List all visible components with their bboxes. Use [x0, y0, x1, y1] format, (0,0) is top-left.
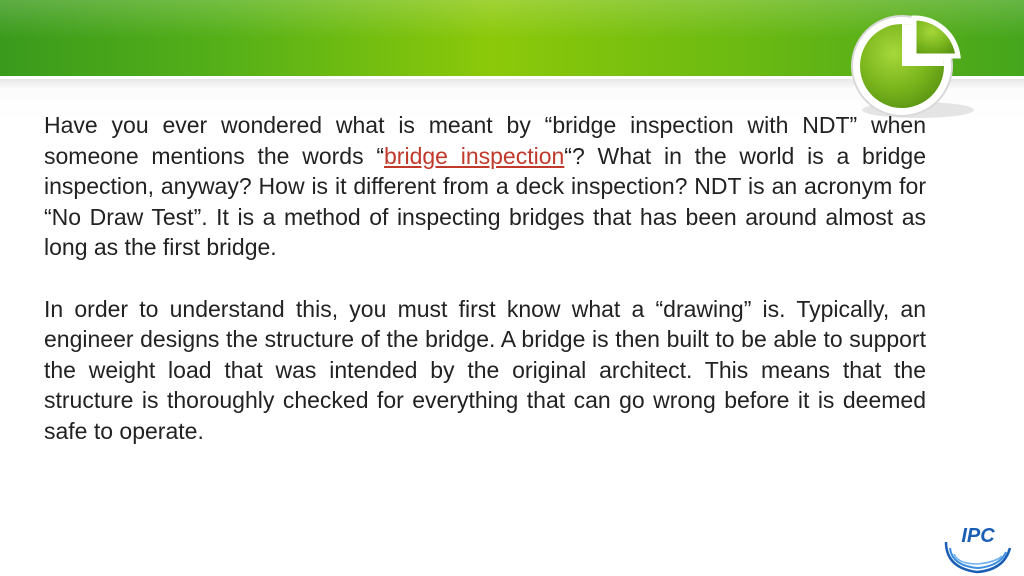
pie-chart-logo-icon [836, 14, 986, 124]
bridge-inspection-link[interactable]: bridge inspection [384, 142, 565, 169]
ipc-logo-icon [940, 518, 1014, 576]
paragraph-1-before-link: Have you ever wondered what is meant by “bridge inspection with NDT” when someone mentions the words “ [44, 112, 926, 169]
ipc-logo-text: IPC [961, 525, 995, 547]
body-text [44, 110, 926, 477]
paragraph-ndt-intro [44, 110, 926, 263]
paragraph-drawing: In order to understand this, you must first know what a “drawing” is. Typically, an engineer designs the structure of the bridge. A bridge is then built to be able to support the weight load that was intended by the original architect. This means that the structure is thoroughly checked for everything that can go wrong before it is deemed safe to operate. [44, 295, 926, 444]
paragraph-1-after-link: “? What in the world is a bridge inspection, anyway? How is it different from a deck inspection? NDT is an acronym for “No Draw Test”. It is a method of inspecting bridges that has been around almost as long as the first bridge. [44, 142, 926, 260]
